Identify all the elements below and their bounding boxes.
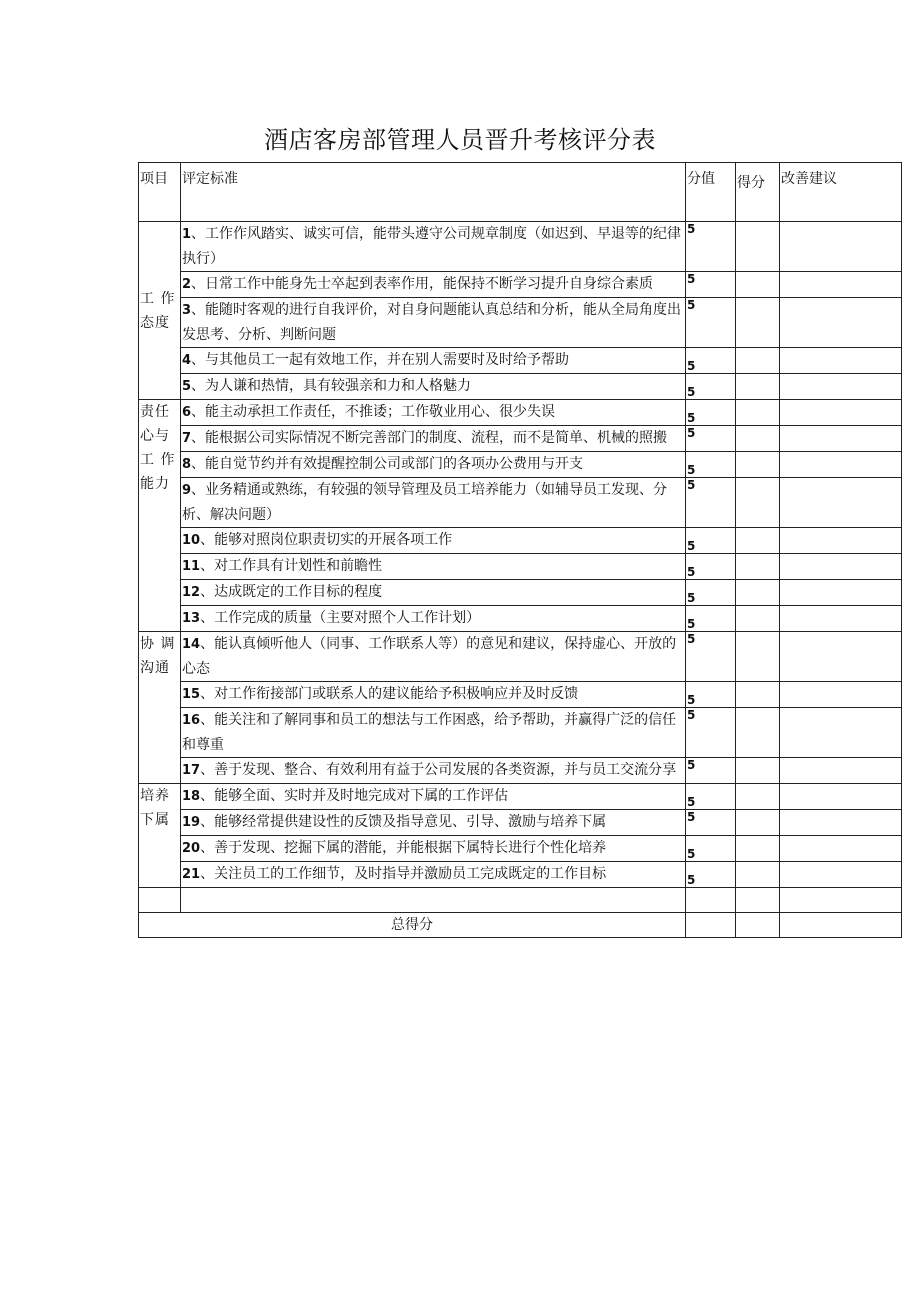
suggestion-cell[interactable] xyxy=(780,222,902,272)
criteria-number: 16 xyxy=(182,713,201,728)
table-row xyxy=(139,632,902,682)
value-cell: 5 xyxy=(686,374,736,400)
table-row xyxy=(139,374,902,400)
group-label: 责任心与工 作 能力 xyxy=(139,400,181,632)
value-cell: 5 xyxy=(686,784,736,810)
criteria-number: 2 xyxy=(182,277,192,292)
criteria-number: 6 xyxy=(182,405,192,420)
criteria-text: 、达成既定的工作目标的程度 xyxy=(200,584,383,600)
value-cell: 5 xyxy=(686,426,736,452)
criteria-text: 、与其他员工一起有效地工作，并在别人需要时及时给予帮助 xyxy=(191,352,570,368)
score-cell[interactable] xyxy=(736,836,780,862)
criteria-cell xyxy=(181,682,686,708)
table-row xyxy=(139,580,902,606)
criteria-number: 19 xyxy=(182,815,201,830)
criteria-text: 、关注员工的工作细节，及时指导并激励员工完成既定的工作目标 xyxy=(200,866,607,882)
table-row xyxy=(139,862,902,888)
criteria-cell xyxy=(181,606,686,632)
score-cell[interactable] xyxy=(736,298,780,348)
score-cell[interactable] xyxy=(736,528,780,554)
blank-row xyxy=(139,888,902,913)
score-cell[interactable] xyxy=(736,452,780,478)
suggestion-cell[interactable] xyxy=(780,708,902,758)
criteria-number: 20 xyxy=(182,841,201,856)
score-cell[interactable] xyxy=(736,478,780,528)
criteria-text: 、能自觉节约并有效提醒控制公司或部门的各项办公费用与开支 xyxy=(191,456,584,472)
criteria-cell xyxy=(181,580,686,606)
group-label: 协 调沟通 xyxy=(139,632,181,784)
table-row xyxy=(139,810,902,836)
suggestion-cell[interactable] xyxy=(780,606,902,632)
header-criteria: 评定标准 xyxy=(181,163,686,222)
criteria-cell xyxy=(181,272,686,298)
header-value: 分值 xyxy=(686,163,736,222)
value-cell: 5 xyxy=(686,400,736,426)
criteria-text: 、能认真倾听他人（同事、工作联系人等）的意见和建议，保持虚心、开放的心态 xyxy=(182,636,677,677)
criteria-cell xyxy=(181,528,686,554)
blank-cell xyxy=(139,888,181,913)
score-cell[interactable] xyxy=(736,708,780,758)
criteria-number: 14 xyxy=(182,637,201,652)
suggestion-cell[interactable] xyxy=(780,272,902,298)
table-row xyxy=(139,784,902,810)
value-cell: 5 xyxy=(686,632,736,682)
suggestion-cell[interactable] xyxy=(780,862,902,888)
suggestion-cell[interactable] xyxy=(780,758,902,784)
criteria-text: 、善于发现、整合、有效利用有益于公司发展的各类资源，并与员工交流分享 xyxy=(200,762,677,778)
value-cell: 5 xyxy=(686,528,736,554)
criteria-number: 13 xyxy=(182,611,201,626)
value-cell: 5 xyxy=(686,348,736,374)
score-cell[interactable] xyxy=(736,554,780,580)
value-cell: 5 xyxy=(686,580,736,606)
score-cell[interactable] xyxy=(736,682,780,708)
criteria-cell xyxy=(181,222,686,272)
suggestion-cell[interactable] xyxy=(780,374,902,400)
value-cell: 5 xyxy=(686,222,736,272)
criteria-cell xyxy=(181,862,686,888)
document-title: 酒店客房部管理人员晋升考核评分表 xyxy=(264,126,656,154)
table-row xyxy=(139,348,902,374)
suggestion-cell[interactable] xyxy=(780,836,902,862)
score-cell[interactable] xyxy=(736,348,780,374)
score-cell[interactable] xyxy=(736,272,780,298)
table-row xyxy=(139,426,902,452)
criteria-text: 、对工作具有计划性和前瞻性 xyxy=(200,558,383,574)
header-suggestion: 改善建议 xyxy=(780,163,902,222)
score-cell[interactable] xyxy=(736,862,780,888)
criteria-number: 11 xyxy=(182,559,201,574)
criteria-text: 、能关注和了解同事和员工的想法与工作困惑，给予帮助，并赢得广泛的信任和尊重 xyxy=(182,712,677,753)
suggestion-cell[interactable] xyxy=(780,554,902,580)
table-row xyxy=(139,606,902,632)
criteria-text: 、能主动承担工作责任，不推诿；工作敬业用心、很少失误 xyxy=(191,404,556,420)
table-row xyxy=(139,400,902,426)
evaluation-table xyxy=(138,162,902,938)
header-item: 项目 xyxy=(139,163,181,222)
criteria-number: 5 xyxy=(182,379,192,394)
value-cell: 5 xyxy=(686,554,736,580)
score-cell[interactable] xyxy=(736,426,780,452)
table-row xyxy=(139,452,902,478)
suggestion-cell[interactable] xyxy=(780,400,902,426)
criteria-number: 18 xyxy=(182,789,201,804)
criteria-cell xyxy=(181,348,686,374)
score-cell[interactable] xyxy=(736,222,780,272)
score-cell[interactable] xyxy=(736,784,780,810)
criteria-text: 、日常工作中能身先士卒起到表率作用，能保持不断学习提升自身综合素质 xyxy=(191,276,654,292)
criteria-cell xyxy=(181,784,686,810)
suggestion-cell[interactable] xyxy=(780,682,902,708)
suggestion-cell[interactable] xyxy=(780,528,902,554)
criteria-cell xyxy=(181,400,686,426)
score-cell[interactable] xyxy=(736,374,780,400)
table-row xyxy=(139,708,902,758)
table-row xyxy=(139,528,902,554)
total-label: 总得分 xyxy=(139,913,686,938)
criteria-text: 、工作完成的质量（主要对照个人工作计划） xyxy=(200,610,481,626)
score-cell[interactable] xyxy=(736,400,780,426)
table-row xyxy=(139,758,902,784)
score-cell[interactable] xyxy=(736,758,780,784)
criteria-text: 、善于发现、挖掘下属的潜能，并能根据下属特长进行个性化培养 xyxy=(200,840,607,856)
criteria-cell xyxy=(181,836,686,862)
table-row xyxy=(139,222,902,272)
criteria-text: 、能够全面、实时并及时地完成对下属的工作评估 xyxy=(200,788,509,804)
criteria-cell xyxy=(181,478,686,528)
table-row xyxy=(139,272,902,298)
group-label: 培养下属 xyxy=(139,784,181,888)
criteria-text: 、能随时客观的进行自我评价，对自身问题能认真总结和分析，能从全局角度出发思考、分析、判断问题 xyxy=(182,302,682,343)
score-cell[interactable] xyxy=(736,606,780,632)
value-cell: 5 xyxy=(686,810,736,836)
value-cell: 5 xyxy=(686,836,736,862)
criteria-cell xyxy=(181,632,686,682)
criteria-number: 21 xyxy=(182,867,201,882)
table-row xyxy=(139,836,902,862)
criteria-text: 、能够经常提供建设性的反馈及指导意见、引导、激励与培养下属 xyxy=(200,814,607,830)
table-row xyxy=(139,298,902,348)
total-value-cell xyxy=(686,913,736,938)
blank-cell xyxy=(780,888,902,913)
value-cell: 5 xyxy=(686,298,736,348)
criteria-cell xyxy=(181,810,686,836)
criteria-cell xyxy=(181,298,686,348)
criteria-text: 、能够对照岗位职责切实的开展各项工作 xyxy=(200,532,453,548)
group-label: 工 作态度 xyxy=(139,222,181,400)
suggestion-cell[interactable] xyxy=(780,580,902,606)
criteria-number: 15 xyxy=(182,687,201,702)
table-row xyxy=(139,554,902,580)
total-score-cell[interactable] xyxy=(736,913,780,938)
suggestion-cell[interactable] xyxy=(780,784,902,810)
criteria-number: 3 xyxy=(182,303,192,318)
suggestion-cell[interactable] xyxy=(780,810,902,836)
criteria-cell xyxy=(181,708,686,758)
suggestion-cell[interactable] xyxy=(780,426,902,452)
criteria-cell xyxy=(181,452,686,478)
criteria-number: 9 xyxy=(182,483,192,498)
value-cell: 5 xyxy=(686,478,736,528)
criteria-text: 、为人谦和热情，具有较强亲和力和人格魅力 xyxy=(191,378,472,394)
suggestion-cell[interactable] xyxy=(780,298,902,348)
table-header-row xyxy=(139,163,902,222)
suggestion-cell[interactable] xyxy=(780,478,902,528)
criteria-cell xyxy=(181,554,686,580)
criteria-number: 4 xyxy=(182,353,192,368)
criteria-number: 1 xyxy=(182,227,192,242)
criteria-text: 、对工作衔接部门或联系人的建议能给予积极响应并及时反馈 xyxy=(200,686,579,702)
value-cell: 5 xyxy=(686,682,736,708)
criteria-number: 7 xyxy=(182,431,192,446)
value-cell: 5 xyxy=(686,606,736,632)
blank-cell xyxy=(686,888,736,913)
suggestion-cell[interactable] xyxy=(780,452,902,478)
criteria-cell xyxy=(181,426,686,452)
criteria-text: 、能根据公司实际情况不断完善部门的制度、流程，而不是简单、机械的照搬 xyxy=(191,430,668,446)
score-cell[interactable] xyxy=(736,580,780,606)
value-cell: 5 xyxy=(686,272,736,298)
value-cell: 5 xyxy=(686,708,736,758)
total-suggestion-cell[interactable] xyxy=(780,913,902,938)
criteria-number: 10 xyxy=(182,533,201,548)
criteria-cell xyxy=(181,374,686,400)
value-cell: 5 xyxy=(686,862,736,888)
score-cell[interactable] xyxy=(736,810,780,836)
blank-cell xyxy=(181,888,686,913)
criteria-number: 8 xyxy=(182,457,192,472)
blank-cell xyxy=(736,888,780,913)
table-row xyxy=(139,682,902,708)
score-cell[interactable] xyxy=(736,632,780,682)
criteria-cell xyxy=(181,758,686,784)
value-cell: 5 xyxy=(686,758,736,784)
suggestion-cell[interactable] xyxy=(780,348,902,374)
criteria-number: 17 xyxy=(182,763,201,778)
table-row xyxy=(139,478,902,528)
criteria-text: 、业务精通或熟练，有较强的领导管理及员工培养能力（如辅导员工发现、分析、解决问题） xyxy=(182,482,668,523)
header-score: 得分 xyxy=(736,163,780,222)
criteria-number: 12 xyxy=(182,585,201,600)
total-row xyxy=(139,913,902,938)
value-cell: 5 xyxy=(686,452,736,478)
suggestion-cell[interactable] xyxy=(780,632,902,682)
criteria-text: 、工作作风踏实、诚实可信，能带头遵守公司规章制度（如迟到、早退等的纪律执行） xyxy=(182,226,682,267)
